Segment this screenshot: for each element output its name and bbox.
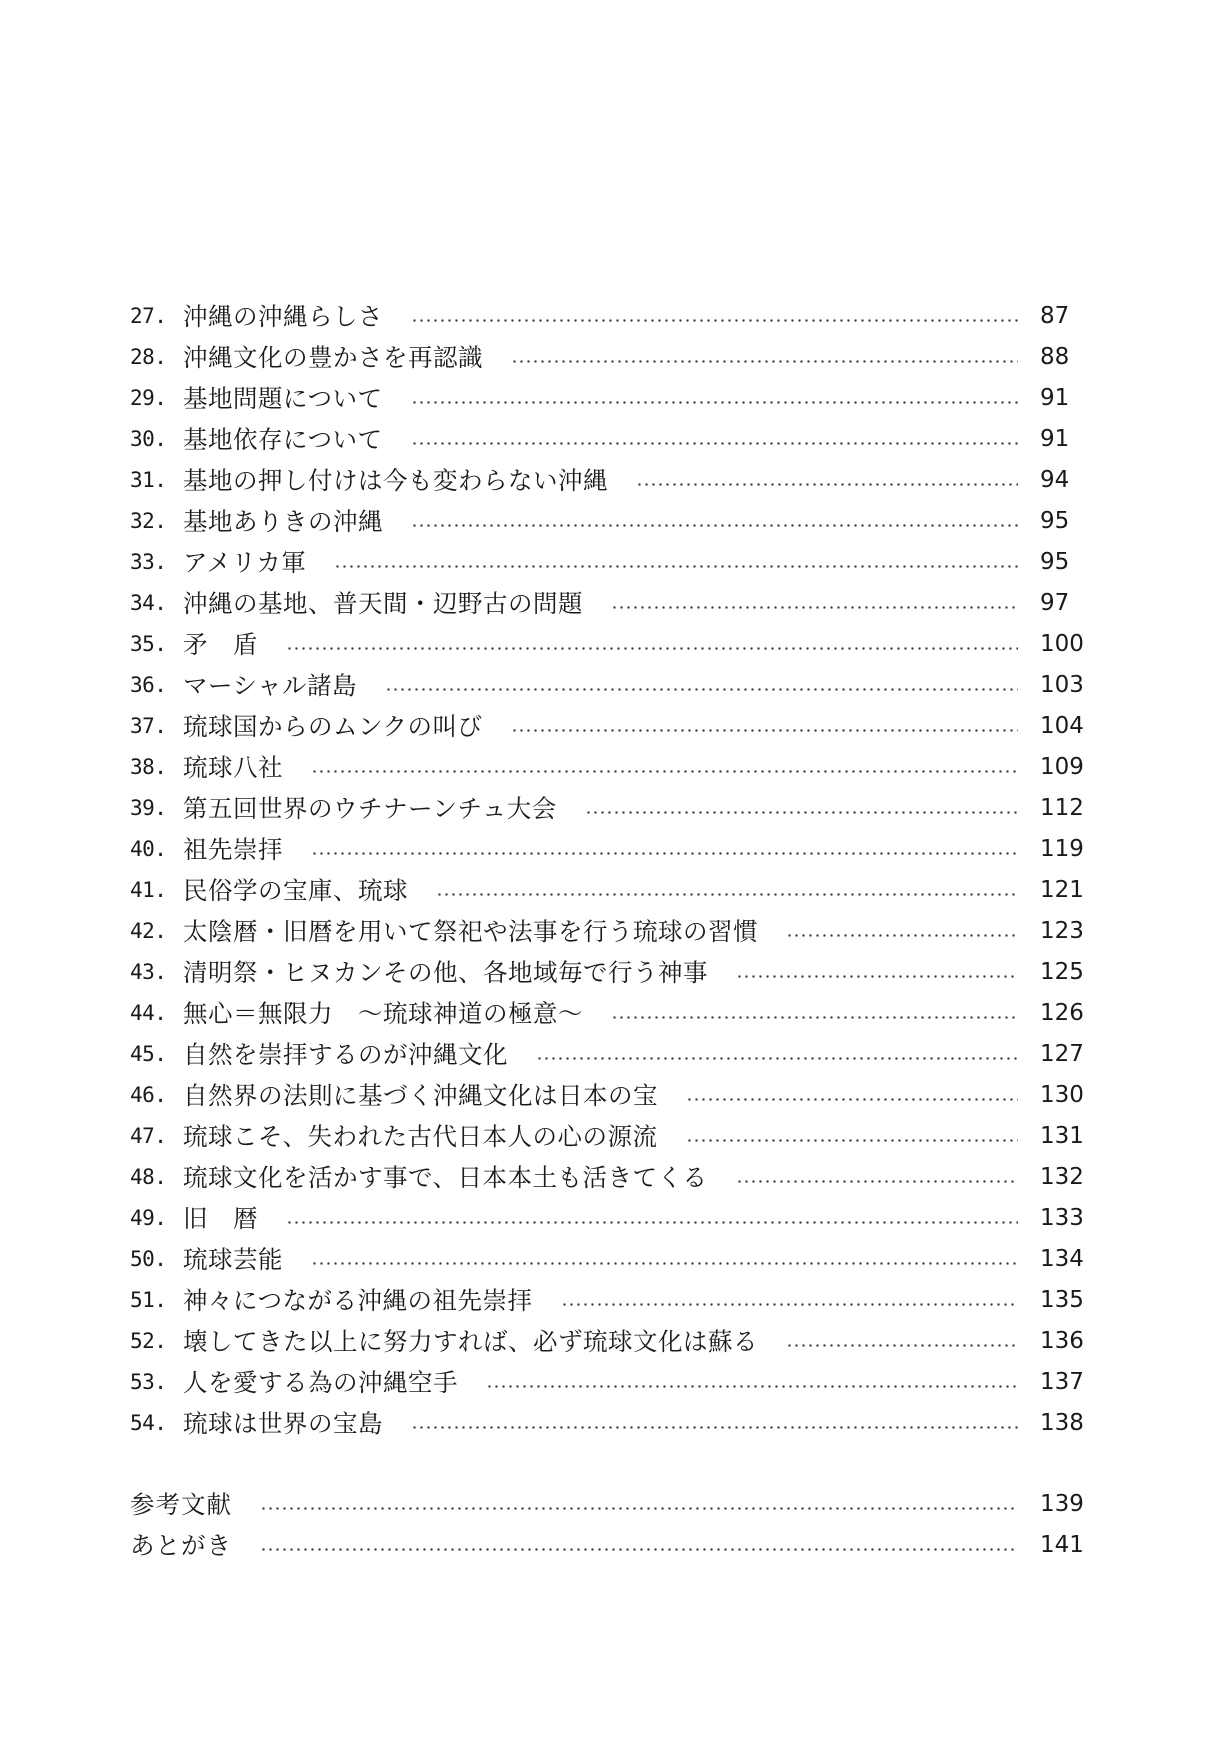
dot-leader: [311, 1262, 1018, 1265]
entry-number: 28.: [130, 345, 167, 369]
entry-title: 無心＝無限力 ～琉球神道の極意～: [183, 999, 583, 1028]
entry-page: 112: [1040, 795, 1084, 821]
entry-page: 91: [1040, 426, 1070, 452]
dot-leader: [311, 852, 1018, 855]
toc-entry: [130, 952, 1090, 993]
toc-entry: [130, 993, 1090, 1034]
section-spacer: [130, 1444, 1090, 1484]
entry-page: 94: [1040, 467, 1070, 493]
entry-number: 30.: [130, 427, 167, 451]
entry-title: 琉球八社: [183, 753, 283, 782]
toc-entry-references: [130, 1484, 1090, 1525]
entry-page: 87: [1040, 303, 1070, 329]
entry-title: あとがき: [130, 1531, 232, 1560]
entry-number: 45.: [130, 1042, 167, 1066]
entry-title: 沖縄の沖縄らしさ: [183, 302, 383, 331]
toc-entry: [130, 583, 1090, 624]
entry-page: 137: [1040, 1369, 1084, 1395]
dot-leader: [736, 1180, 1018, 1183]
dot-leader: [511, 729, 1018, 732]
entry-number: 54.: [130, 1411, 167, 1435]
dot-leader: [686, 1139, 1018, 1142]
dot-leader: [436, 893, 1018, 896]
entry-page: 104: [1040, 713, 1084, 739]
entry-page: 95: [1040, 549, 1070, 575]
entry-title: 民俗学の宝庫、琉球: [183, 876, 408, 905]
toc-entry: [130, 829, 1090, 870]
entry-page: 91: [1040, 385, 1070, 411]
entry-page: 136: [1040, 1328, 1084, 1354]
entry-number: 40.: [130, 837, 167, 861]
dot-leader: [260, 1507, 1018, 1510]
toc-entry: [130, 501, 1090, 542]
entry-page: 88: [1040, 344, 1070, 370]
dot-leader: [686, 1098, 1018, 1101]
entry-number: 46.: [130, 1083, 167, 1107]
entry-title: 壊してきた以上に努力すれば、必ず琉球文化は蘇る: [183, 1327, 758, 1356]
entry-page: 135: [1040, 1287, 1084, 1313]
entry-title: アメリカ軍: [183, 548, 307, 577]
toc-entry: [130, 1321, 1090, 1362]
entry-title: 沖縄文化の豊かさを再認識: [183, 343, 483, 372]
entry-page: 97: [1040, 590, 1070, 616]
entry-title: 基地ありきの沖縄: [183, 507, 383, 536]
toc-entry: [130, 378, 1090, 419]
entry-number: 53.: [130, 1370, 167, 1394]
toc-entry-afterword: [130, 1525, 1090, 1566]
entry-page: 109: [1040, 754, 1084, 780]
dot-leader: [385, 688, 1018, 691]
toc-entry: [130, 419, 1090, 460]
dot-leader: [411, 524, 1018, 527]
dot-leader: [486, 1385, 1018, 1388]
entry-page: 119: [1040, 836, 1084, 862]
entry-page: 141: [1040, 1532, 1084, 1558]
entry-page: 133: [1040, 1205, 1084, 1231]
entry-title: 旧 暦: [183, 1204, 258, 1233]
entry-number: 43.: [130, 960, 167, 984]
entry-title: 清明祭・ヒヌカンその他、各地域毎で行う神事: [183, 958, 708, 987]
dot-leader: [736, 975, 1018, 978]
toc-entry: [130, 542, 1090, 583]
dot-leader: [286, 1221, 1018, 1224]
toc-entry: [130, 747, 1090, 788]
toc-entry: [130, 1198, 1090, 1239]
dot-leader: [411, 319, 1018, 322]
entry-number: 52.: [130, 1329, 167, 1353]
entry-page: 139: [1040, 1491, 1084, 1517]
entry-number: 44.: [130, 1001, 167, 1025]
entry-title: 第五回世界のウチナーンチュ大会: [183, 794, 557, 823]
entry-title: 自然を崇拝するのが沖縄文化: [183, 1040, 508, 1069]
entry-page: 134: [1040, 1246, 1084, 1272]
entry-page: 95: [1040, 508, 1070, 534]
entry-title: 琉球文化を活かす事で、日本本土も活きてくる: [183, 1163, 708, 1192]
dot-leader: [611, 606, 1018, 609]
entry-number: 47.: [130, 1124, 167, 1148]
entry-number: 31.: [130, 468, 167, 492]
toc-entry: [130, 911, 1090, 952]
table-of-contents: [130, 296, 1090, 1566]
entry-title: 琉球国からのムンクの叫び: [183, 712, 483, 741]
toc-entry: [130, 665, 1090, 706]
entry-number: 37.: [130, 714, 167, 738]
entry-number: 33.: [130, 550, 167, 574]
entry-number: 48.: [130, 1165, 167, 1189]
dot-leader: [260, 1548, 1018, 1551]
dot-leader: [536, 1057, 1018, 1060]
entry-number: 50.: [130, 1247, 167, 1271]
entry-title: 沖縄の基地、普天間・辺野古の問題: [183, 589, 583, 618]
entry-page: 126: [1040, 1000, 1084, 1026]
entry-page: 132: [1040, 1164, 1084, 1190]
toc-entry: [130, 1239, 1090, 1280]
entry-title: 祖先崇拝: [183, 835, 283, 864]
toc-entry: [130, 1403, 1090, 1444]
toc-entry: [130, 1075, 1090, 1116]
entry-page: 100: [1040, 631, 1084, 657]
entry-page: 131: [1040, 1123, 1084, 1149]
toc-entry: [130, 1280, 1090, 1321]
entry-title: 太陰暦・旧暦を用いて祭祀や法事を行う琉球の習慣: [183, 917, 758, 946]
entry-page: 125: [1040, 959, 1084, 985]
entry-number: 39.: [130, 796, 167, 820]
entry-number: 29.: [130, 386, 167, 410]
dot-leader: [786, 934, 1018, 937]
entry-number: 49.: [130, 1206, 167, 1230]
dot-leader: [311, 770, 1018, 773]
dot-leader: [411, 1426, 1018, 1429]
toc-entry: [130, 460, 1090, 501]
entry-title: 参考文献: [130, 1490, 232, 1519]
toc-entry: [130, 706, 1090, 747]
entry-title: マーシャル諸島: [183, 671, 358, 700]
dot-leader: [786, 1344, 1018, 1347]
entry-title: 自然界の法則に基づく沖縄文化は日本の宝: [183, 1081, 658, 1110]
toc-entry: [130, 337, 1090, 378]
entry-number: 41.: [130, 878, 167, 902]
entry-title: 基地依存について: [183, 425, 383, 454]
dot-leader: [636, 483, 1018, 486]
entry-number: 38.: [130, 755, 167, 779]
entry-number: 42.: [130, 919, 167, 943]
toc-entry: [130, 788, 1090, 829]
toc-entry: [130, 296, 1090, 337]
entry-page: 103: [1040, 672, 1084, 698]
entry-title: 琉球こそ、失われた古代日本人の心の源流: [183, 1122, 658, 1151]
toc-entry: [130, 870, 1090, 911]
entry-title: 矛 盾: [183, 630, 258, 659]
entry-title: 琉球は世界の宝島: [183, 1409, 383, 1438]
entry-title: 基地の押し付けは今も変わらない沖縄: [183, 466, 608, 495]
entry-number: 35.: [130, 632, 167, 656]
dot-leader: [286, 647, 1018, 650]
dot-leader: [611, 1016, 1018, 1019]
dot-leader: [411, 401, 1018, 404]
entry-number: 51.: [130, 1288, 167, 1312]
toc-entry: [130, 1362, 1090, 1403]
dot-leader: [561, 1303, 1018, 1306]
entry-page: 123: [1040, 918, 1084, 944]
entry-number: 27.: [130, 304, 167, 328]
dot-leader: [585, 811, 1018, 814]
dot-leader: [511, 360, 1018, 363]
entry-title: 基地問題について: [183, 384, 383, 413]
toc-entry: [130, 624, 1090, 665]
entry-number: 36.: [130, 673, 167, 697]
toc-entry: [130, 1157, 1090, 1198]
dot-leader: [411, 442, 1018, 445]
entry-title: 人を愛する為の沖縄空手: [183, 1368, 458, 1397]
entry-number: 32.: [130, 509, 167, 533]
toc-entry: [130, 1116, 1090, 1157]
entry-number: 34.: [130, 591, 167, 615]
dot-leader: [334, 565, 1018, 568]
entry-title: 神々につながる沖縄の祖先崇拝: [183, 1286, 533, 1315]
toc-entry: [130, 1034, 1090, 1075]
entry-page: 127: [1040, 1041, 1084, 1067]
entry-page: 138: [1040, 1410, 1084, 1436]
entry-page: 130: [1040, 1082, 1084, 1108]
entry-title: 琉球芸能: [183, 1245, 283, 1274]
entry-page: 121: [1040, 877, 1084, 903]
